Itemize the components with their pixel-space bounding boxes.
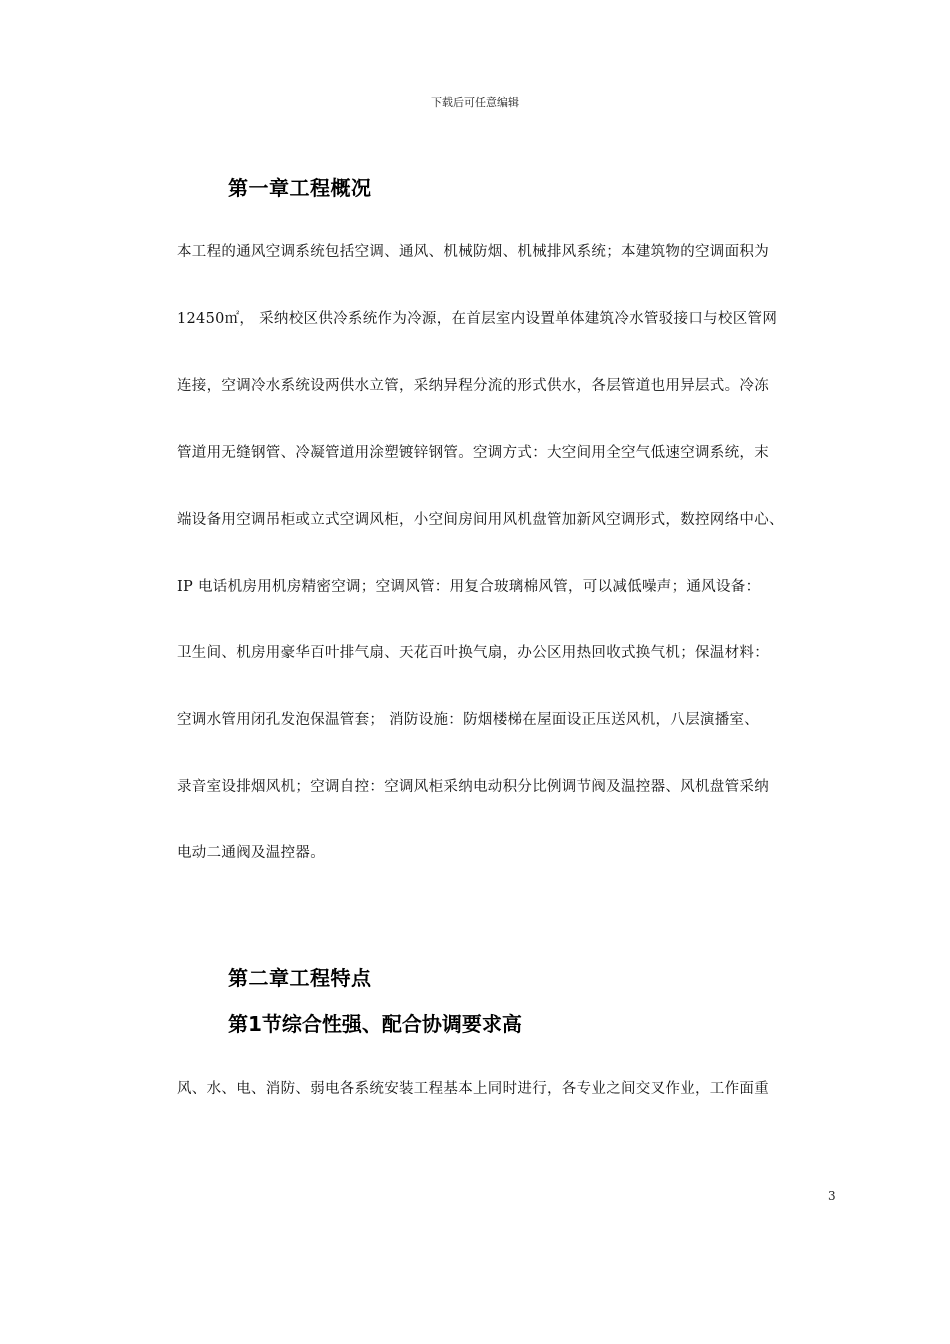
body-line: 12450㎡， 采纳校区供冷系统作为冷源，在首层室内设置单体建筑冷水管驳接口与校区管网 [177, 311, 778, 327]
body-line: IP 电话机房用机房精密空调；空调风管：用复合玻璃棉风管，可以减低噪声；通风设备： [177, 579, 761, 595]
body-line: 录音室设排烟风机；空调自控：空调风柜采纳电动积分比例调节阀及温控器、风机盘管采纳 [177, 779, 769, 795]
body-line: 空调水管用闭孔发泡保温管套； 消防设施：防烟楼梯在屋面设正压送风机，八层演播室、 [177, 712, 760, 728]
page-number: 3 [828, 1189, 836, 1203]
page-header: 下载后可任意编辑 [431, 96, 519, 109]
body-line: 端设备用空调吊柜或立式空调风柜，小空间房间用风机盘管加新风空调形式，数控网络中心、 [177, 512, 784, 528]
section-1-title: 第1节综合性强、配合协调要求高 [228, 1012, 522, 1036]
body-line: 连接，空调冷水系统设两供水立管，采纳异程分流的形式供水，各层管道也用异层式。冷冻 [177, 378, 769, 394]
chapter-1-title: 第一章工程概况 [228, 176, 372, 200]
body-line: 管道用无缝钢管、冷凝管道用涂塑镀锌钢管。空调方式：大空间用全空气低速空调系统，末 [177, 445, 769, 461]
body-line: 本工程的通风空调系统包括空调、通风、机械防烟、机械排风系统；本建筑物的空调面积为 [177, 244, 769, 260]
chapter-2-title: 第二章工程特点 [228, 966, 372, 990]
body-line: 电动二通阀及温控器。 [177, 845, 325, 861]
body-line: 风、水、电、消防、弱电各系统安装工程基本上同时进行，各专业之间交叉作业，工作面重 [177, 1081, 769, 1097]
body-line: 卫生间、机房用豪华百叶排气扇、天花百叶换气扇，办公区用热回收式换气机；保温材料： [177, 645, 769, 661]
